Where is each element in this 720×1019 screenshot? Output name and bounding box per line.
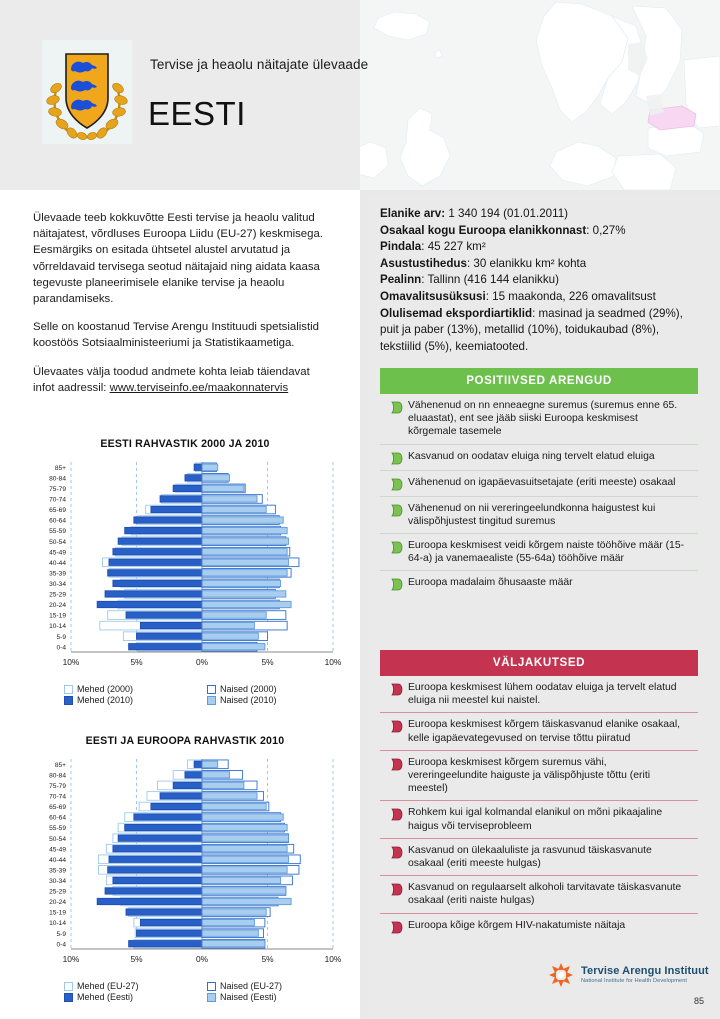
fact-label: Pealinn [380, 273, 422, 287]
pyramid-bar [113, 580, 202, 586]
fact-value: : 45 227 km² [421, 240, 486, 254]
fact-row [380, 256, 700, 273]
pyramid-ytick: 45-49 [49, 549, 66, 557]
legend-swatch [64, 696, 73, 705]
fact-label: Pindala [380, 240, 422, 254]
pyramid-xtick: 5% [130, 954, 143, 964]
pyramid-ytick: 70-74 [49, 793, 66, 801]
positive-item-text: Vähenenud on nii vereringeelundkonna haigustest kui välispõhjustest tingitud suremus [408, 502, 656, 527]
positive-item-text: Vähenenud on igapäevasuitsetajate (eriti meeste) osakaal [408, 476, 676, 488]
institute-name: Tervise Arengu Instituut [581, 965, 709, 977]
pyramid-bar [118, 835, 202, 841]
legend-swatch [207, 696, 216, 705]
pyramid-bar [202, 793, 257, 799]
pyramid-xtick: 10% [324, 954, 342, 964]
pyramid-bar [202, 877, 281, 883]
pyramid-ytick: 10-14 [49, 920, 66, 928]
fact-row [380, 272, 700, 289]
challenges-header: VÄLJAKUTSED [380, 650, 698, 676]
intro-paragraph-3 [33, 364, 333, 396]
chevron-bullet-icon [384, 576, 408, 591]
pyramid-bar [202, 559, 288, 565]
pyramid-bar [202, 930, 258, 936]
legend-entry [207, 695, 350, 705]
pyramid-bar [202, 633, 258, 639]
chevron-bullet-icon [384, 539, 408, 554]
pyramid-ytick: 75-79 [49, 783, 66, 790]
pyramid-bar [202, 622, 254, 628]
pyramid-bar [105, 591, 202, 597]
pyramid-bar [140, 622, 202, 628]
pyramid-bar [202, 485, 244, 491]
positive-item [380, 444, 698, 470]
pyramid-bar [202, 898, 291, 904]
fact-label: Omavalitsusüksusi [380, 289, 486, 303]
pyramid-bar [202, 644, 265, 650]
challenge-item [380, 800, 698, 837]
pyramid-bar [202, 782, 244, 788]
legend-label: Naised (EU-27) [220, 981, 283, 991]
pyramid-ytick: 80-84 [49, 475, 66, 483]
pyramid-bar [113, 846, 202, 852]
fact-row [380, 289, 700, 306]
fact-label: Elanike arv: [380, 207, 446, 220]
legend-entry [207, 992, 350, 1002]
pyramid-svg [27, 456, 343, 684]
page-title: EESTI [148, 95, 246, 132]
pyramid-bar [202, 846, 287, 852]
pyramid-ytick: 20-24 [49, 899, 66, 907]
pyramid-ytick: 50-54 [49, 538, 66, 546]
pyramid-ytick: 15-19 [49, 909, 66, 917]
pyramid-bar [194, 464, 202, 470]
challenge-item-text: Euroopa keskmisest kõrgem suremus vähi, vereringeelundite haiguste ja välispõhjuste tõttu (eriti meestel) [408, 756, 651, 795]
pyramid-ytick: 85+ [54, 464, 66, 472]
pyramid-ytick: 35-39 [49, 570, 66, 578]
pyramid-xtick: 5% [130, 657, 143, 667]
tai-burst-icon [548, 962, 574, 988]
positive-item [380, 496, 698, 533]
pyramid-ytick: 55-59 [49, 825, 66, 833]
pyramid-bar [118, 538, 202, 544]
fact-value: : 15 maakonda, 226 omavalitsust [485, 289, 656, 303]
pyramid-bar [173, 485, 202, 491]
pyramid-bar [129, 644, 202, 650]
chart-canvas [20, 456, 350, 684]
pyramid-bar [202, 517, 283, 523]
intro-paragraph-2: Selle on koostanud Tervise Arengu Instituudi spetsialistid koostöös Sotsiaalministeeriumi ja Statistikaametiga. [33, 321, 319, 350]
chevron-bullet-icon [384, 502, 408, 517]
pyramid-ytick: 30-34 [49, 878, 66, 885]
pyramid-ytick: 60-64 [49, 517, 66, 525]
right-column [368, 196, 720, 1019]
pyramid-ytick: 65-69 [49, 804, 66, 812]
pyramid-svg [27, 753, 343, 981]
challenges-panel [380, 650, 698, 939]
pyramid-ytick: 85+ [54, 761, 66, 769]
challenges-body [380, 676, 698, 939]
pyramid-bar [202, 888, 286, 894]
challenge-item-text: Kasvanud on regulaarselt alkoholi tarvitavate täiskasvanute osakaal (eriti naiste hulgas) [408, 882, 682, 907]
legend-swatch [64, 685, 73, 694]
chart-population-2000-2010 [20, 438, 350, 706]
estonia-coat-of-arms-icon [42, 40, 132, 144]
legend-entry [64, 992, 207, 1002]
pyramid-bar [109, 559, 202, 565]
legend-label: Naised (2010) [220, 695, 277, 705]
positive-developments-header: POSITIIVSED ARENGUD [380, 368, 698, 394]
pyramid-bar [202, 506, 266, 512]
chart-title: EESTI RAHVASTIK 2000 JA 2010 [100, 438, 270, 450]
chevron-bullet-icon [384, 844, 408, 859]
pyramid-bar [151, 506, 202, 512]
chart-canvas [20, 753, 350, 981]
pyramid-ytick: 55-59 [49, 528, 66, 536]
pyramid-bar [194, 761, 202, 767]
pyramid-ytick: 15-19 [49, 612, 66, 620]
fact-value: : 0,27% [586, 223, 626, 237]
pyramid-bar [202, 464, 218, 470]
pyramid-bar [185, 475, 202, 481]
pyramid-bar [202, 601, 291, 607]
legend-label: Naised (Eesti) [220, 992, 277, 1002]
pyramid-xtick: 5% [261, 657, 274, 667]
pyramid-bar [151, 803, 202, 809]
positive-item [380, 533, 698, 570]
pyramid-bar [105, 888, 202, 894]
europe-map [360, 0, 720, 190]
pyramid-bar [202, 824, 287, 830]
pyramid-bar [202, 612, 266, 618]
chevron-bullet-icon [384, 450, 408, 465]
pyramid-bar [202, 803, 266, 809]
fact-value: : Tallinn (416 144 elanikku) [421, 273, 559, 287]
pyramid-bar [113, 877, 202, 883]
key-facts-list [380, 206, 700, 355]
fact-row [380, 239, 700, 256]
legend-label: Mehed (2000) [77, 684, 134, 694]
chevron-bullet-icon [384, 476, 408, 491]
fact-value: : masinad ja seadmed (29%), puit ja paber (13%), metallid (10%), toidukaubad (8%), tekstiilid (5%), keemiatooted. [380, 306, 683, 353]
chart-legend [20, 981, 350, 1003]
pyramid-xtick: 10% [62, 657, 80, 667]
challenge-item [380, 875, 698, 912]
chevron-bullet-icon [384, 919, 408, 934]
pyramid-bar [125, 824, 202, 830]
pyramid-ytick: 75-79 [49, 486, 66, 493]
pyramid-xtick: 0% [195, 657, 209, 667]
pyramid-ytick: 5-9 [56, 930, 66, 938]
pyramid-bar [97, 898, 202, 904]
pyramid-bar [108, 570, 202, 576]
chart-population-eesti-euroopa-2010 [20, 735, 350, 1003]
legend-label: Mehed (EU-27) [77, 981, 139, 991]
chevron-bullet-icon [384, 718, 408, 733]
pyramid-bar [173, 782, 202, 788]
pyramid-bar [137, 633, 203, 639]
positive-developments-body [380, 394, 698, 596]
positive-item-text: Euroopa keskmisest veidi kõrgem naiste tööhõive määr (15-64-a) ja vanemaealiste (55-64a) tööhõive määr [408, 540, 685, 565]
chart-title: EESTI JA EUROOPA RAHVASTIK 2010 [85, 735, 285, 747]
pyramid-bar [137, 930, 203, 936]
pyramid-ytick: 80-84 [49, 772, 66, 780]
pyramid-bar [125, 527, 202, 533]
pyramid-bar [202, 909, 266, 915]
pyramid-bar [109, 856, 202, 862]
challenge-item [380, 750, 698, 801]
pyramid-bar [134, 814, 202, 820]
legend-entry [207, 684, 350, 694]
pyramid-ytick: 70-74 [49, 496, 66, 504]
pyramid-ytick: 60-64 [49, 814, 66, 822]
positive-item [380, 394, 698, 444]
challenge-item-text: Euroopa kõige kõrgem HIV-nakatumiste näitaja [408, 919, 626, 931]
pyramid-xtick: 0% [195, 954, 209, 964]
pyramid-bar [202, 496, 257, 502]
header-subtitle: Tervise ja heaolu näitajate ülevaade [150, 57, 369, 72]
fact-row [380, 223, 700, 240]
pyramid-ytick: 25-29 [49, 888, 66, 896]
challenge-item [380, 712, 698, 749]
pyramid-bar [202, 814, 283, 820]
legend-label: Mehed (Eesti) [77, 992, 134, 1002]
legend-swatch [64, 982, 73, 991]
challenge-item-text: Kasvanud on ülekaaluliste ja rasvunud täiskasvanute osakaal (eriti meeste hulgas) [408, 844, 652, 870]
intro-paragraph-1: Ülevaade teeb kokkuvõtte Eesti tervise ja heaolu valitud näitajatest, võrdluses Euroopa Liidu (EU-27) keskmisega. Eesmärgiks on esitada ühtsetel alustel arvutatud ja võrreldavaid tervisega seotud näitajaid ning aidata kaasa tegevuste planeerimisele elanike tervise ja heaolu parandamiseks. [33, 212, 323, 306]
pyramid-bar [202, 527, 287, 533]
terviseinfo-link[interactable]: www.terviseinfo.ee/maakonnatervis [109, 381, 289, 394]
chevron-bullet-icon [384, 756, 408, 771]
pyramid-bar [202, 475, 230, 481]
pyramid-bar [202, 538, 288, 544]
positive-item [380, 570, 698, 596]
fact-row [380, 206, 700, 223]
positive-item-text: Kasvanud on oodatav eluiga ning tervelt elatud eluiga [408, 450, 655, 462]
fact-label: Olulisemad ekspordiartiklid [380, 306, 533, 320]
pyramid-bar [126, 909, 202, 915]
pyramid-bar [160, 793, 202, 799]
fact-label: Osakaal kogu Euroopa elanikkonnast [380, 223, 587, 237]
legend-swatch [207, 982, 216, 991]
legend-entry [64, 981, 207, 991]
institute-subtitle: National Institute for Health Development [581, 978, 688, 984]
chevron-bullet-icon [384, 681, 408, 696]
pyramid-bar [202, 941, 265, 947]
institute-logo [548, 962, 709, 988]
positive-item [380, 470, 698, 496]
pyramid-ytick: 30-34 [49, 581, 66, 588]
challenge-item-text: Euroopa keskmisest lühem oodatav eluiga ja tervelt elatud eluiga nii meestel kui naistel. [408, 682, 677, 707]
page-number: 85 [693, 996, 704, 1006]
pyramid-bar [185, 772, 202, 778]
pyramid-ytick: 0-4 [56, 941, 66, 949]
pyramid-ytick: 20-24 [49, 602, 66, 610]
challenge-item [380, 676, 698, 712]
pyramid-xtick: 10% [62, 954, 80, 964]
page-header [0, 0, 720, 190]
pyramid-bar [202, 856, 288, 862]
pyramid-ytick: 0-4 [56, 644, 66, 652]
pyramid-bar [126, 612, 202, 618]
pyramid-xtick: 5% [261, 954, 274, 964]
positive-developments-panel [380, 368, 698, 596]
legend-swatch [207, 685, 216, 694]
pyramid-bar [202, 835, 288, 841]
pyramid-bar [202, 580, 281, 586]
legend-label: Mehed (2010) [77, 695, 134, 705]
intro-paragraph-3-text: Ülevaates välja toodud andmete kohta leiab täiendavat infot aadressil: [33, 365, 310, 394]
pyramid-ytick: 10-14 [49, 623, 66, 631]
pyramid-ytick: 65-69 [49, 507, 66, 515]
legend-label: Naised (2000) [220, 684, 277, 694]
pyramid-ytick: 45-49 [49, 846, 66, 854]
pyramid-bar [202, 772, 230, 778]
pyramid-ytick: 25-29 [49, 591, 66, 599]
legend-swatch [207, 993, 216, 1002]
challenge-item-text: Euroopa keskmisest kõrgem täiskasvanud elanike osakaal, kelle igapäevategevused on tervise tõttu piiratud [408, 719, 681, 744]
pyramid-bar [202, 919, 254, 925]
pyramid-bar [202, 570, 287, 576]
chart-legend [20, 684, 350, 706]
chevron-bullet-icon [384, 806, 408, 821]
positive-item-text: Vähenenud on nn enneaegne suremus (suremus enne 65. eluaastat), ent see jääb siiski Euroopa keskmisest kõrgemale tasemele [408, 400, 678, 438]
fact-value: 1 340 194 (01.01.2011) [445, 207, 568, 220]
left-column [0, 190, 360, 1019]
pyramid-bar [140, 919, 202, 925]
pyramid-ytick: 40-44 [49, 856, 66, 864]
pyramid-ytick: 35-39 [49, 867, 66, 875]
pyramid-bar [108, 867, 202, 873]
pyramid-ytick: 40-44 [49, 559, 66, 567]
legend-swatch [64, 993, 73, 1002]
pyramid-bar [129, 941, 202, 947]
pyramid-bar [202, 549, 287, 555]
pyramid-bar [134, 517, 202, 523]
pyramid-ytick: 5-9 [56, 633, 66, 641]
intro-text-block [33, 210, 333, 408]
pyramid-bar [160, 496, 202, 502]
fact-value: : 30 elanikku km² kohta [466, 256, 587, 270]
pyramid-bar [202, 867, 287, 873]
fact-row [380, 306, 700, 356]
chevron-bullet-icon [384, 881, 408, 896]
chevron-bullet-icon [384, 399, 408, 414]
challenge-item [380, 838, 698, 875]
pyramid-xtick: 10% [324, 657, 342, 667]
pyramid-bar [202, 591, 286, 597]
positive-item-text: Euroopa madalaim õhusaaste määr [408, 577, 573, 589]
legend-entry [64, 695, 207, 705]
pyramid-ytick: 50-54 [49, 835, 66, 843]
legend-entry [64, 684, 207, 694]
challenge-item-text: Rohkem kui igal kolmandal elanikul on mõni pikaajaline haigus või terviseprobleem [408, 807, 663, 832]
pyramid-bar [202, 761, 218, 767]
pyramid-bar [97, 601, 202, 607]
challenge-item [380, 913, 698, 939]
legend-entry [207, 981, 350, 991]
pyramid-bar [113, 549, 202, 555]
fact-label: Asustustihedus [380, 256, 467, 270]
